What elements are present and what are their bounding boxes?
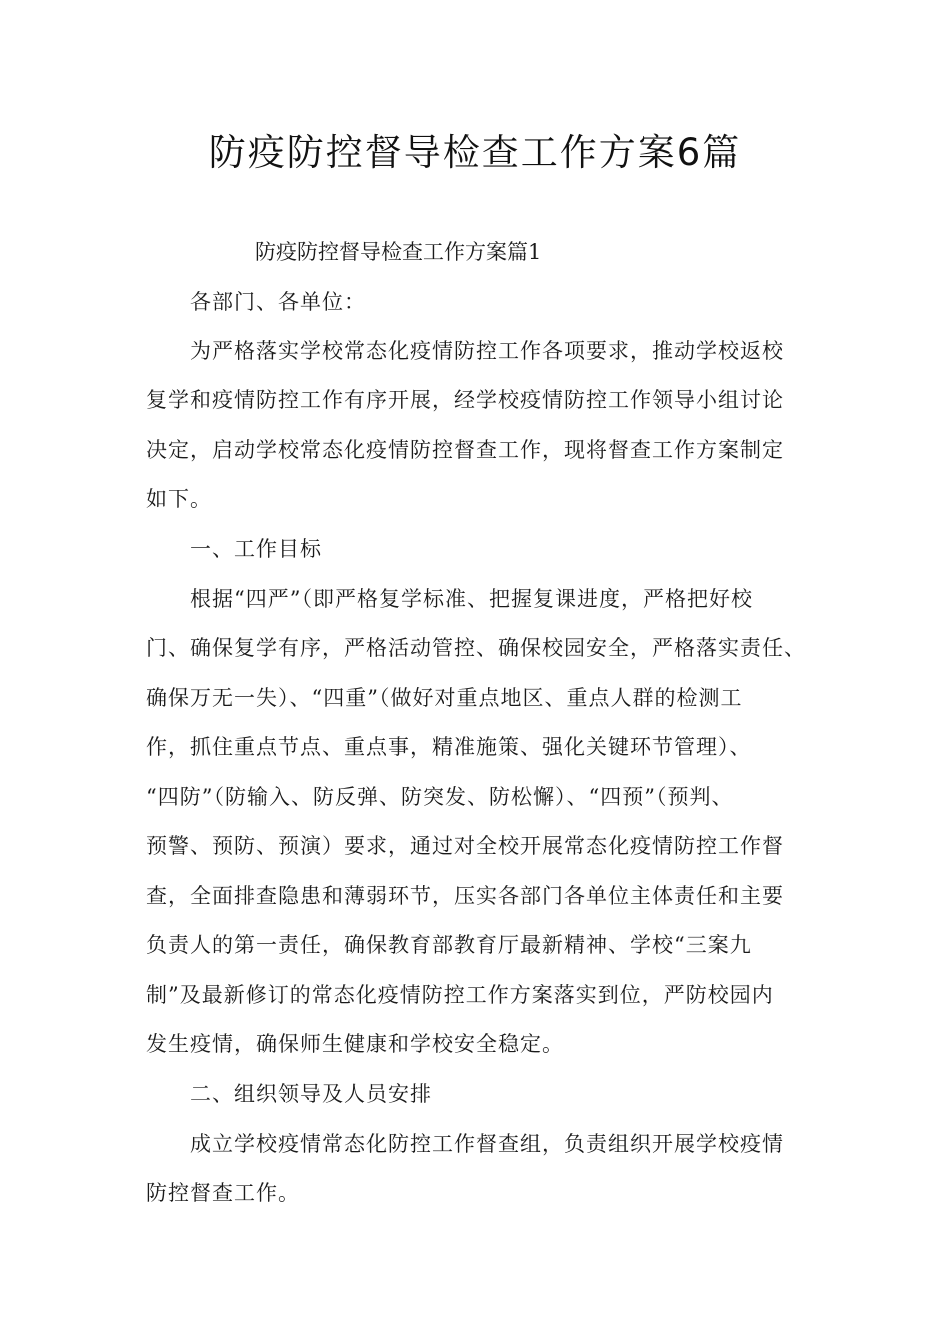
- paragraph-line: 成立学校疫情常态化防控工作督查组，负责组织开展学校疫情: [190, 1132, 784, 1156]
- paragraph-line: 门、确保复学有序，严格活动管控、确保校园安全，严格落实责任、: [146, 636, 806, 660]
- paragraph-line: 复学和疫情防控工作有序开展，经学校疫情防控工作领导小组讨论: [146, 388, 784, 412]
- paragraph-line: 发生疫情，确保师生健康和学校安全稳定。: [146, 1032, 564, 1056]
- paragraph-line: 决定，启动学校常态化疫情防控督查工作，现将督查工作方案制定: [146, 438, 784, 462]
- section-heading: 一、工作目标: [190, 537, 322, 561]
- paragraph-line: 防控督查工作。: [146, 1181, 300, 1205]
- paragraph-line: 制”及最新修订的常态化疫情防控工作方案落实到位，严防校园内: [146, 983, 774, 1007]
- paragraph-line: 确保万无一失）、“四重”（做好对重点地区、重点人群的检测工: [146, 686, 743, 710]
- paragraph-line: 如下。: [146, 487, 212, 511]
- document-title: 防疫防控督导检查工作方案6篇: [208, 131, 742, 174]
- section-subtitle: 防疫防控督导检查工作方案篇1: [255, 240, 542, 264]
- paragraph-line: 查，全面排查隐患和薄弱环节，压实各部门各单位主体责任和主要: [146, 884, 784, 908]
- paragraph-line: 为严格落实学校常态化疫情防控工作各项要求，推动学校返校: [190, 339, 784, 363]
- paragraph-line: 负责人的第一责任，确保教育部教育厅最新精神、学校“三案九: [146, 933, 752, 957]
- salutation: 各部门、各单位：: [190, 290, 366, 314]
- paragraph-line: 作，抓住重点节点、重点事，精准施策、强化关键环节管理）、: [146, 735, 752, 759]
- paragraph-line: 根据“四严”（即严格复学标准、把握复课进度，严格把好校: [190, 587, 753, 611]
- paragraph-line: 预警、预防、预演）要求，通过对全校开展常态化疫情防控工作督: [146, 834, 784, 858]
- paragraph-line: “四防”（防输入、防反弹、防突发、防松懈）、“四预”（预判、: [146, 785, 734, 809]
- section-heading: 二、组织领导及人员安排: [190, 1082, 432, 1106]
